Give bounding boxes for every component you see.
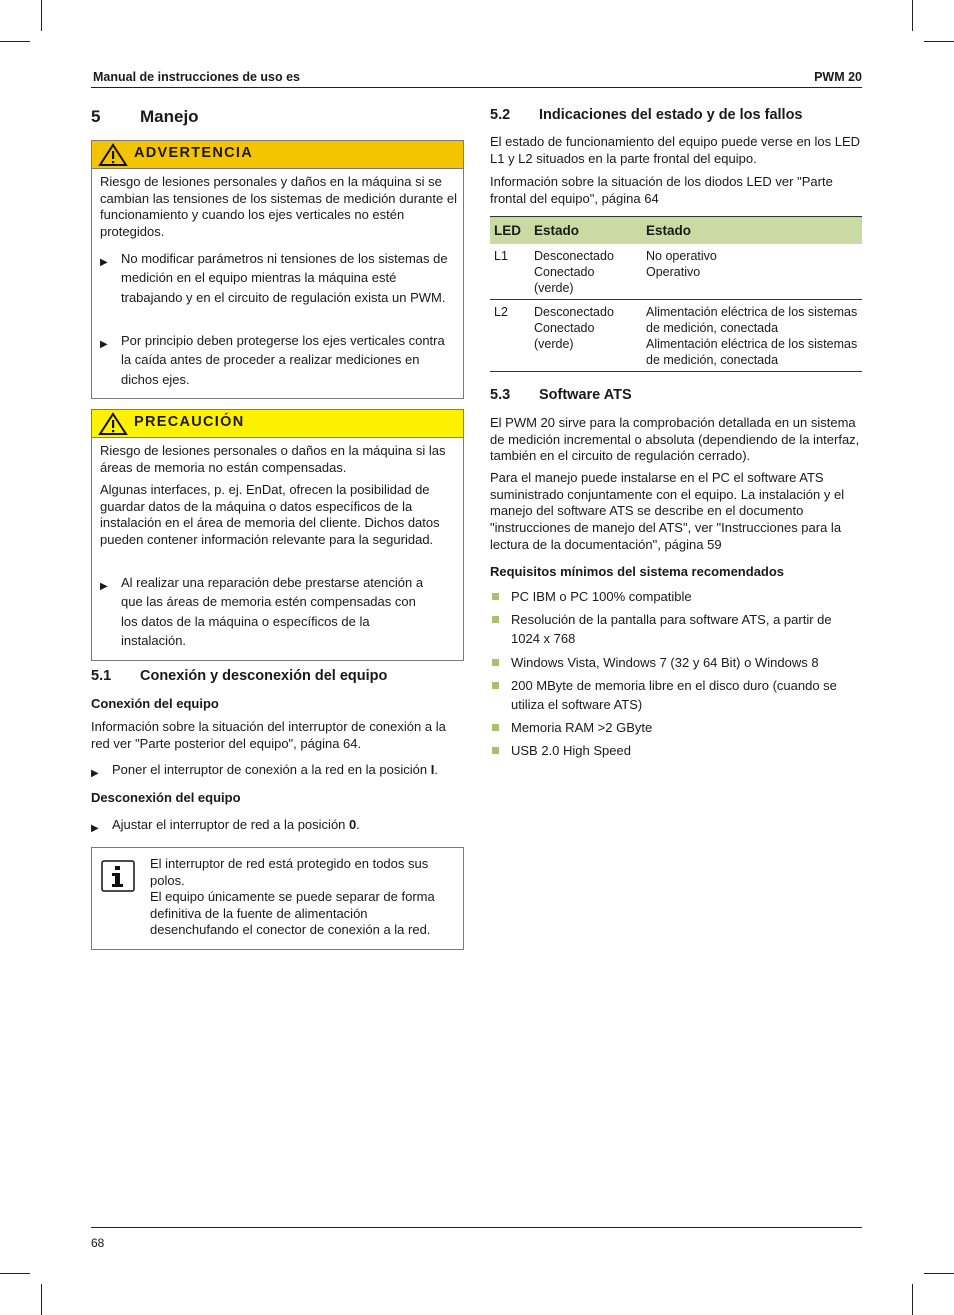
square-bullet-icon: [492, 616, 499, 623]
subheading-connection: Conexión del equipo: [91, 696, 219, 711]
square-bullet-icon: [492, 747, 499, 754]
crop-mark: [912, 0, 913, 31]
warning-bullet-1: [100, 249, 458, 307]
square-bullet-icon: [492, 659, 499, 666]
requirement-text: 200 MByte de memoria libre en el disco duro (cuando se utiliza el software ATS): [511, 678, 837, 713]
crop-mark: [0, 1273, 30, 1274]
crop-mark: [41, 0, 42, 31]
table-cell: Desconectado Conectado (verde): [530, 244, 642, 300]
warning-bullet-2: [100, 331, 458, 389]
table-header-cell: Estado: [642, 217, 862, 245]
led-status-table: [490, 216, 862, 372]
ats-text-2: Para el manejo puede instalarse en el PC el software ATS suministrado conjuntamente con el equipo. La instalación y el manejo del software ATS se describe en el documento "instrucciones de manejo del ATS", ver "Instrucciones para la lectura de la documentación", página 59: [490, 470, 845, 552]
table-header-cell: LED: [490, 217, 530, 245]
requirements-heading: Requisitos mínimos del sistema recomendados: [490, 564, 785, 579]
running-header: [91, 69, 862, 88]
requirement-text: Resolución de la pantalla para software ATS, a partir de 1024 x 768: [511, 612, 832, 647]
warning-box: [91, 140, 464, 399]
section-title: Manejo: [140, 107, 199, 126]
table-header-cell: Estado: [530, 217, 642, 245]
crop-mark: [924, 41, 954, 42]
section-5-2-heading: [490, 107, 803, 123]
crop-mark: [0, 41, 30, 42]
connection-bullet: ▶ Poner el interruptor de conexión a la red en la posición I.: [91, 760, 463, 779]
section-5-1-heading: [91, 668, 387, 684]
requirement-text: Memoria RAM >2 GByte: [511, 720, 653, 735]
section-number: 5.3: [490, 387, 511, 403]
caution-box: [91, 409, 464, 661]
bullet-arrow-icon: ▶: [100, 339, 108, 350]
switch-position-off: 0: [349, 817, 357, 832]
caution-bar: [92, 410, 463, 438]
square-bullet-icon: [492, 593, 499, 600]
list-item: [490, 587, 862, 606]
status-text-2: Información sobre la situación de los diodos LED ver "Parte frontal del equipo", página 64: [490, 174, 833, 206]
section-number: 5: [91, 107, 101, 126]
caution-bullet-1: [100, 573, 436, 650]
square-bullet-icon: [492, 724, 499, 731]
section-5-heading: [91, 107, 199, 127]
requirement-text: PC IBM o PC 100% compatible: [511, 589, 692, 604]
connection-text: Información sobre la situación del interruptor de conexión a la red ver "Parte posterior del equipo", página 64.: [91, 719, 446, 751]
table-header-row: [490, 217, 862, 245]
warning-bullet-1-text: No modificar parámetros ni tensiones de los sistemas de medición en el equipo mientras la máquina esté trabajando y en el circuito de regulación exista un PWM.: [121, 251, 448, 305]
table-row: [490, 300, 862, 372]
table-cell: L1: [490, 244, 530, 300]
page-number: 68: [91, 1236, 105, 1250]
crop-mark: [41, 1284, 42, 1315]
warning-triangle-icon: [98, 143, 128, 167]
info-icon: [101, 860, 135, 892]
ats-text-1: El PWM 20 sirve para la comprobación detallada en un sistema de medición incremental o absoluta (dependiendo de la interfaz, también en el circuito de regulación cerrado).: [490, 415, 860, 464]
bullet-arrow-icon: ▶: [100, 581, 108, 592]
warning-text: Riesgo de lesiones personales y daños en la máquina si se cambian las tensiones de los sistemas de medición durante el funcionamiento y cuando los ejes verticales no estén protegidos.: [100, 174, 457, 240]
header-manual-title: Manual de instrucciones de uso es: [93, 70, 301, 84]
info-note-text-1: El interruptor de red está protegido en todos sus polos.: [150, 856, 429, 888]
section-5-3-heading: [490, 387, 632, 403]
table-cell: Desconectado Conectado (verde): [530, 300, 642, 372]
section-title: Indicaciones del estado y de los fallos: [539, 107, 803, 123]
list-item: [490, 653, 862, 672]
list-item: [490, 741, 862, 760]
list-item: [490, 718, 862, 737]
list-item: [490, 676, 862, 715]
bullet-arrow-icon: ▶: [91, 768, 99, 779]
table-cell: No operativo Operativo: [642, 244, 862, 300]
list-item: [490, 610, 862, 649]
warning-label: ADVERTENCIA: [134, 145, 254, 161]
disconnection-bullet-text: Ajustar el interruptor de red a la posición: [112, 817, 346, 832]
connection-bullet-text: Poner el interruptor de conexión a la red en la posición: [112, 762, 428, 777]
section-title: Conexión y desconexión del equipo: [140, 668, 388, 684]
table-row: [490, 244, 862, 300]
header-product: PWM 20: [814, 70, 862, 84]
square-bullet-icon: [492, 682, 499, 689]
table-cell: Alimentación eléctrica de los sistemas de medición, conectada Alimentación eléctrica de los sistemas de medición, conectada: [642, 300, 862, 372]
crop-mark: [912, 1284, 913, 1315]
section-number: 5.1: [91, 668, 112, 684]
page-footer: [91, 1227, 862, 1250]
caution-text-1: Riesgo de lesiones personales o daños en la máquina si las áreas de memoria no están compensadas.: [100, 443, 446, 475]
status-text-1: El estado de funcionamiento del equipo puede verse en los LED L1 y L2 situados en la parte frontal del equipo.: [490, 134, 861, 166]
caution-label: PRECAUCIÓN: [134, 414, 245, 430]
bullet-arrow-icon: ▶: [91, 823, 99, 834]
info-note-text-2: El equipo únicamente se puede separar de forma definitiva de la fuente de alimentación desenchufando el conector de conexión a la red.: [150, 889, 435, 938]
caution-text-2: Algunas interfaces, p. ej. EnDat, ofrecen la posibilidad de guardar datos de la máquina o datos específicos de la instalación en el área de memoria del cliente. Dichos datos pueden contener información relevante para la seguridad.: [100, 482, 440, 548]
disconnection-bullet: ▶ Ajustar el interruptor de red a la posición 0.: [91, 815, 463, 834]
section-number: 5.2: [490, 107, 511, 123]
warning-bullet-2-text: Por principio deben protegerse los ejes verticales contra la caída antes de proceder a realizar mediciones en dichos ejes.: [121, 333, 445, 387]
requirement-text: Windows Vista, Windows 7 (32 y 64 Bit) o Windows 8: [511, 655, 819, 670]
caution-bullet-1-text: Al realizar una reparación debe prestarse atención a que las áreas de memoria estén compensadas con los datos de la máquina o específicos de la instalación.: [121, 575, 424, 648]
subheading-disconnection: Desconexión del equipo: [91, 790, 241, 805]
section-title: Software ATS: [539, 387, 632, 403]
bullet-arrow-icon: ▶: [100, 257, 108, 268]
table-cell: L2: [490, 300, 530, 372]
switch-position-on: I: [430, 762, 435, 777]
warning-bar: [92, 141, 463, 169]
crop-mark: [924, 1273, 954, 1274]
warning-triangle-icon: [98, 412, 128, 436]
requirement-text: USB 2.0 High Speed: [511, 743, 631, 758]
info-note-box: [91, 847, 464, 950]
